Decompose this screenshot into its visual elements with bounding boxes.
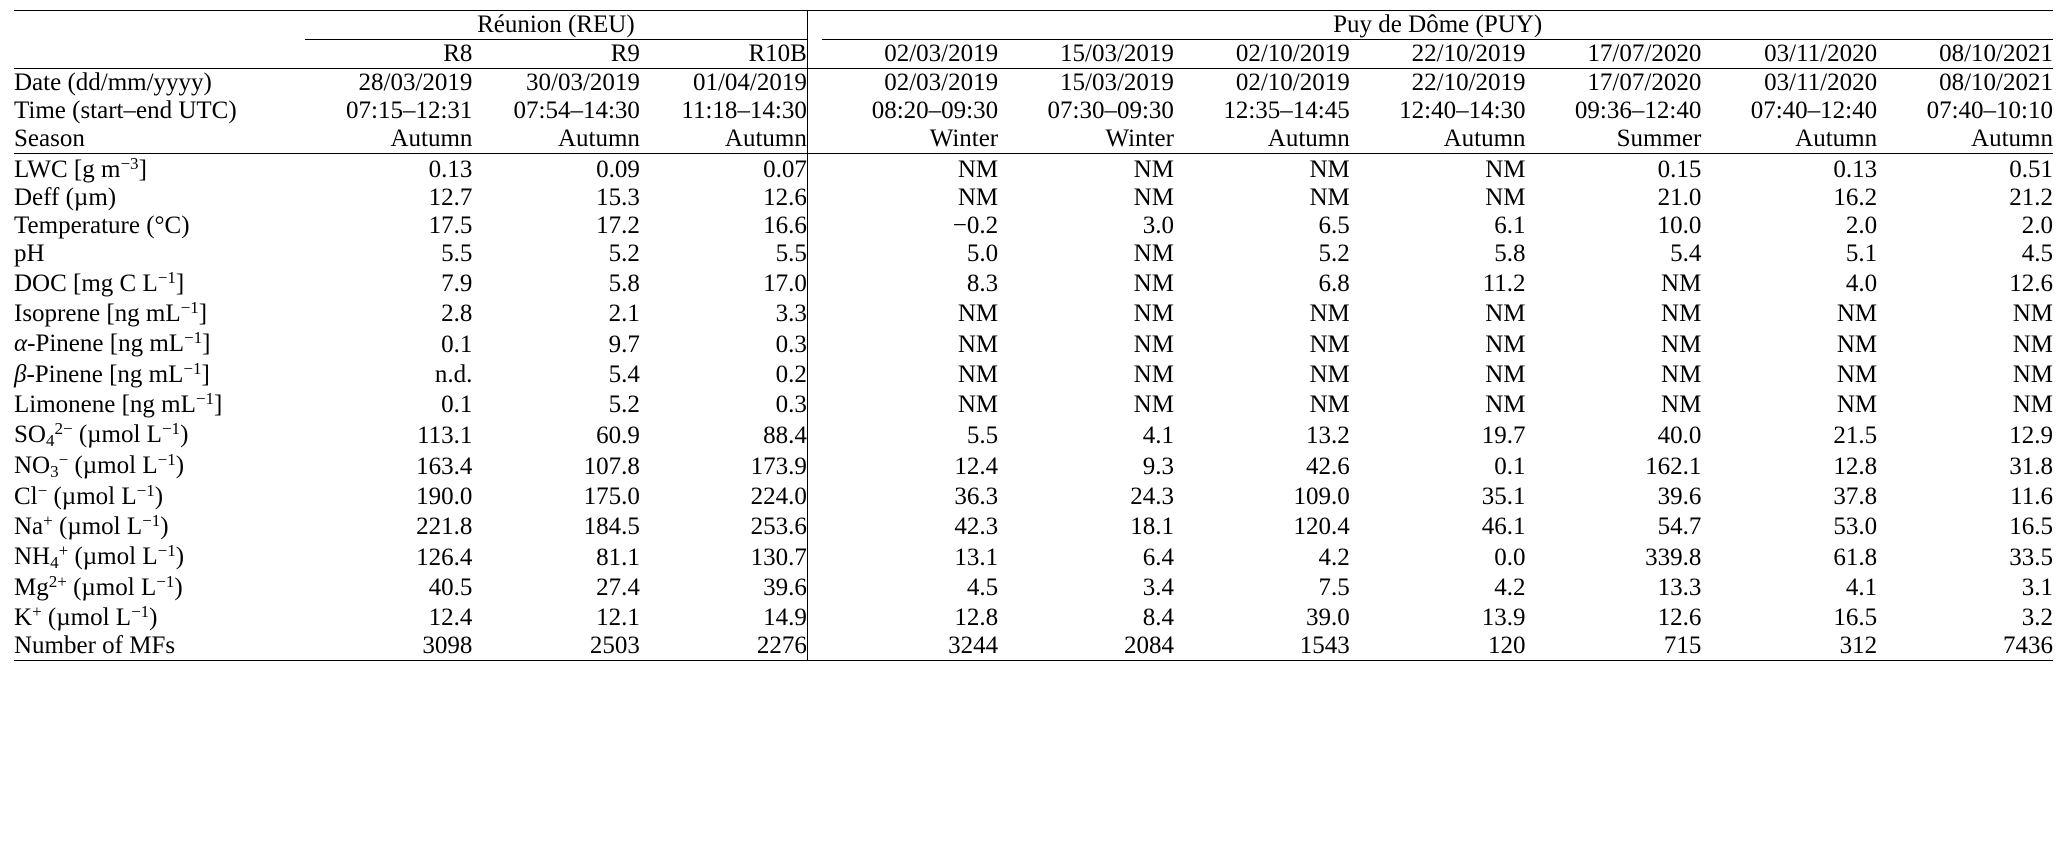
table-cell: 31.8 xyxy=(2009,452,2053,480)
table-cell: 6.1 xyxy=(1494,212,1526,240)
table-cell: 2276 xyxy=(640,632,807,661)
table-cell: NM xyxy=(2012,330,2053,358)
table-cell: NM xyxy=(1133,300,1174,328)
table-cell: 17/07/2020 xyxy=(1526,69,1702,98)
table-cell: NM xyxy=(1485,300,1526,328)
table-cell: 5.4 xyxy=(1670,240,1702,268)
table-cell: 21.0 xyxy=(1657,184,1702,212)
table-row xyxy=(14,298,2053,328)
corner-cell xyxy=(14,11,305,40)
table-cell: 5.2 xyxy=(1318,240,1350,268)
table-cell: 42.6 xyxy=(1305,452,1350,480)
column-divider xyxy=(807,154,822,185)
data-row-6-label: α-Pinene [ng $mL^{-1}$] xyxy=(14,328,211,358)
table-cell: 3.4 xyxy=(1142,574,1174,602)
table-cell: 8.4 xyxy=(1142,604,1174,632)
table-cell: 30/03/2019 xyxy=(472,69,640,98)
table-cell: 53.0 xyxy=(1833,513,1878,541)
table-row xyxy=(14,481,2053,511)
table-row xyxy=(14,572,2053,602)
table-cell: 4.1 xyxy=(1142,421,1174,449)
table-row xyxy=(14,541,2053,572)
column-header-4: 02/03/2019 xyxy=(884,40,999,67)
table-cell: NM xyxy=(2012,390,2053,418)
table-cell: 0.13 xyxy=(305,154,473,185)
group-header-row xyxy=(14,11,2053,40)
table-cell: 33.5 xyxy=(2009,544,2053,572)
table-cell: NM xyxy=(1133,360,1174,388)
table-cell: 13.1 xyxy=(954,544,999,572)
table-cell: 253.6 xyxy=(750,513,807,541)
column-divider xyxy=(807,328,822,358)
table-cell: NM xyxy=(957,300,999,328)
column-divider xyxy=(807,40,822,69)
table-row xyxy=(14,154,2053,185)
data-row-1-label: Deff (µm) xyxy=(14,184,117,212)
table-cell: 0.2 xyxy=(775,360,807,388)
table-cell: 39.0 xyxy=(1305,604,1350,632)
column-header-row xyxy=(14,40,2053,69)
data-row-5-label: Isoprene [ng $mL^{-1}$] xyxy=(14,298,208,328)
column-header-5: 15/03/2019 xyxy=(1060,40,1174,67)
table-cell: 173.9 xyxy=(750,452,807,480)
table-cell: NM xyxy=(1661,300,1702,328)
table-cell: 54.7 xyxy=(1657,513,1702,541)
table-cell: 4.2 xyxy=(1318,544,1350,572)
table-cell: NM xyxy=(1133,184,1174,212)
measurements-table xyxy=(14,10,2053,661)
table-cell: 5.0 xyxy=(966,240,999,268)
table-cell: NM xyxy=(998,154,1174,185)
table-cell: NM xyxy=(1133,270,1174,298)
table-cell: NM xyxy=(1661,390,1702,418)
table-cell: 09:36–12:40 xyxy=(1574,97,1702,124)
column-divider xyxy=(807,511,822,541)
table-cell: NM xyxy=(1836,330,1878,358)
table-cell: 27.4 xyxy=(596,574,640,602)
table-cell: NM xyxy=(1309,390,1350,418)
table-cell: 1543 xyxy=(1174,632,1350,661)
table-cell: NM xyxy=(1836,390,1878,418)
table-row xyxy=(14,212,2053,240)
table-cell: 0.3 xyxy=(775,330,807,358)
table-cell: Autumn xyxy=(1971,125,2053,152)
table-cell: 12.6 xyxy=(1657,604,1702,632)
table-cell: 12.7 xyxy=(428,184,473,212)
table-cell: 4.5 xyxy=(2021,240,2053,268)
table-cell: NM xyxy=(1836,300,1878,328)
table-cell: 12.8 xyxy=(1833,452,1878,480)
table-cell: 5.8 xyxy=(608,270,640,298)
table-cell: 6.4 xyxy=(1142,544,1174,572)
table-cell: 0.1 xyxy=(441,330,473,358)
table-cell: 4.5 xyxy=(966,574,999,602)
table-cell: NM xyxy=(1309,330,1350,358)
column-header-blank xyxy=(14,40,305,69)
table-cell: 9.3 xyxy=(1142,452,1174,480)
column-divider xyxy=(807,450,822,481)
table-cell: NM xyxy=(957,184,999,212)
table-cell: 3.2 xyxy=(2021,604,2053,632)
table-cell: NM xyxy=(1485,330,1526,358)
data-row-10-label: $NO_3^-$ (µmol $L^{-1}$) xyxy=(14,449,185,481)
table-cell: 4.2 xyxy=(1494,574,1526,602)
table-cell: 07:30–09:30 xyxy=(1047,97,1174,124)
table-cell: 88.4 xyxy=(763,421,807,449)
table-row xyxy=(14,389,2053,419)
table-cell: Winter xyxy=(929,125,999,152)
table-row xyxy=(14,632,2053,661)
table-cell: 07:40–10:10 xyxy=(1926,97,2053,124)
table-row xyxy=(14,419,2053,450)
table-cell: 312 xyxy=(1701,632,1877,661)
table-cell: NM xyxy=(957,330,999,358)
table-cell: 16.6 xyxy=(763,212,807,240)
table-cell: 109.0 xyxy=(1293,482,1350,510)
table-cell: 2503 xyxy=(472,632,640,661)
table-cell: NM xyxy=(1485,184,1526,212)
table-row xyxy=(14,328,2053,358)
table-cell: NM xyxy=(1661,270,1702,298)
table-cell: 7.5 xyxy=(1318,574,1350,602)
table-cell: 39.6 xyxy=(1657,482,1702,510)
table-cell: 46.1 xyxy=(1481,513,1526,541)
table-cell: 0.0 xyxy=(1494,544,1526,572)
table-cell: 6.8 xyxy=(1318,270,1350,298)
table-cell: 4.1 xyxy=(1845,574,1878,602)
table-cell: NM xyxy=(2012,360,2053,388)
table-cell: 221.8 xyxy=(416,513,473,541)
table-cell: NM xyxy=(1133,390,1174,418)
table-cell: 15/03/2019 xyxy=(998,69,1174,98)
table-cell: 5.5 xyxy=(441,240,473,268)
table-cell: n.d. xyxy=(434,360,473,388)
table-cell: 10.0 xyxy=(1657,212,1702,240)
table-cell: 126.4 xyxy=(416,544,473,572)
table-cell: Autumn xyxy=(1795,125,1878,152)
table-cell: 6.5 xyxy=(1318,212,1350,240)
column-header-1: R8 xyxy=(443,40,473,67)
column-divider xyxy=(807,481,822,511)
table-cell: 01/04/2019 xyxy=(640,69,807,98)
table-cell: 14.9 xyxy=(763,604,807,632)
meta-row-1-label: Time (start–end UTC) xyxy=(14,97,237,124)
table-cell: 3.3 xyxy=(775,300,807,328)
table-row xyxy=(14,359,2053,389)
table-cell: 61.8 xyxy=(1833,544,1878,572)
column-divider xyxy=(807,298,822,328)
column-header-3: R10B xyxy=(748,40,807,67)
table-cell: 08/10/2021 xyxy=(1877,69,2053,98)
table-cell: 0.1 xyxy=(441,390,473,418)
table-cell: NM xyxy=(1174,154,1350,185)
table-cell: 17.2 xyxy=(596,212,640,240)
column-divider xyxy=(807,212,822,240)
table-cell: Autumn xyxy=(724,125,807,152)
table-cell: 21.5 xyxy=(1833,421,1878,449)
data-row-4-label: DOC [mg C $L^{-1}$] xyxy=(14,268,185,298)
table-cell: 5.2 xyxy=(608,390,640,418)
column-divider xyxy=(807,184,822,212)
table-cell: 120 xyxy=(1350,632,1526,661)
meta-row-0-label: Date (dd/mm/yyyy) xyxy=(14,69,305,98)
table-cell: 5.8 xyxy=(1494,240,1526,268)
table-cell: NM xyxy=(822,154,998,185)
table-cell: 2.8 xyxy=(441,300,473,328)
table-cell: 16.5 xyxy=(2009,513,2053,541)
table-cell: 0.09 xyxy=(472,154,640,185)
table-cell: 37.8 xyxy=(1833,482,1878,510)
table-cell: 12.8 xyxy=(954,604,999,632)
table-cell: 339.8 xyxy=(1645,544,1702,572)
table-cell: 120.4 xyxy=(1293,513,1350,541)
table-row xyxy=(14,602,2053,632)
table-cell: 21.2 xyxy=(2009,184,2053,212)
table-cell: 130.7 xyxy=(750,544,807,572)
column-divider xyxy=(807,632,822,661)
table-cell: 39.6 xyxy=(763,574,807,602)
table-cell: Autumn xyxy=(390,125,473,152)
table-cell: 40.0 xyxy=(1657,421,1702,449)
table-cell: 12.9 xyxy=(2009,421,2053,449)
table-cell: 3.1 xyxy=(2021,574,2053,602)
table-cell: 5.5 xyxy=(775,240,807,268)
table-cell: NM xyxy=(2012,300,2053,328)
table-cell: 16.2 xyxy=(1833,184,1878,212)
table-cell: 2084 xyxy=(998,632,1174,661)
table-cell: 7.9 xyxy=(441,270,473,298)
table-cell: 0.15 xyxy=(1526,154,1702,185)
table-cell: 15.3 xyxy=(596,184,640,212)
table-cell: 3098 xyxy=(305,632,473,661)
table-cell: 12:40–14:30 xyxy=(1399,97,1526,124)
table-cell: 17.5 xyxy=(428,212,473,240)
column-divider xyxy=(807,419,822,450)
table-cell: 224.0 xyxy=(750,482,807,510)
column-divider xyxy=(807,389,822,419)
table-cell: NM xyxy=(1309,360,1350,388)
column-divider xyxy=(807,125,822,154)
data-row-16-label: Number of MFs xyxy=(14,632,305,661)
table-row xyxy=(14,268,2053,298)
table-cell: 17.0 xyxy=(763,270,807,298)
table-cell: 175.0 xyxy=(583,482,640,510)
table-cell: NM xyxy=(1661,330,1702,358)
column-divider xyxy=(807,541,822,572)
column-divider xyxy=(807,69,822,98)
table-cell: 5.4 xyxy=(608,360,640,388)
table-cell: 11.6 xyxy=(2010,482,2053,510)
table-cell: 12:35–14:45 xyxy=(1223,97,1350,124)
column-divider xyxy=(807,11,822,40)
meta-row-2-label: Season xyxy=(14,125,85,152)
group-header-reunion: Réunion (REU) xyxy=(305,11,807,40)
table-cell: 3.0 xyxy=(1142,212,1174,240)
table-cell: 24.3 xyxy=(1130,482,1174,510)
table-cell: 5.5 xyxy=(966,421,999,449)
table-row xyxy=(14,184,2053,212)
table-cell: 9.7 xyxy=(608,330,640,358)
table-cell: NM xyxy=(957,390,999,418)
table-cell: 2.0 xyxy=(2021,212,2053,240)
column-divider xyxy=(807,268,822,298)
table-row xyxy=(14,125,2053,154)
table-cell: 13.9 xyxy=(1481,604,1526,632)
table-cell: NM xyxy=(1836,360,1878,388)
table-cell: 162.1 xyxy=(1645,452,1702,480)
table-cell: 42.3 xyxy=(954,513,999,541)
table-cell: 2.0 xyxy=(1845,212,1878,240)
table-cell: 35.1 xyxy=(1481,482,1526,510)
table-cell: 81.1 xyxy=(596,544,640,572)
table-cell: 02/03/2019 xyxy=(822,69,998,98)
table-cell: 28/03/2019 xyxy=(305,69,473,98)
table-cell: NM xyxy=(1309,184,1350,212)
table-cell: 40.5 xyxy=(428,574,473,602)
table-cell: 12.6 xyxy=(2009,270,2053,298)
column-header-7: 22/10/2019 xyxy=(1411,40,1526,67)
data-row-11-label: Cl− (µmol $L^{-1}$) xyxy=(14,480,164,510)
data-row-14-label: $Mg^{2+}$ (µmol $L^{-1}$) xyxy=(14,572,183,602)
table-cell: 5.2 xyxy=(608,240,640,268)
column-header-10: 08/10/2021 xyxy=(1939,40,2053,67)
table-row xyxy=(14,450,2053,481)
column-divider xyxy=(807,359,822,389)
table-cell: 12.6 xyxy=(763,184,807,212)
table-row xyxy=(14,511,2053,541)
data-row-8-label: Limonene [ng $mL^{-1}$] xyxy=(14,388,223,418)
table-cell: 190.0 xyxy=(416,482,473,510)
table-cell: 8.3 xyxy=(966,270,999,298)
table-cell: Autumn xyxy=(1267,125,1350,152)
table-cell: −0.2 xyxy=(952,212,999,240)
table-cell: NM xyxy=(1309,300,1350,328)
column-divider xyxy=(807,572,822,602)
table-cell: Summer xyxy=(1616,125,1702,152)
table-cell: 0.51 xyxy=(1877,154,2053,185)
table-cell: 0.13 xyxy=(1701,154,1877,185)
table-cell: 715 xyxy=(1526,632,1702,661)
table-cell: Autumn xyxy=(557,125,640,152)
table-cell: 0.07 xyxy=(640,154,807,185)
table-cell: 16.5 xyxy=(1833,604,1878,632)
table-cell: 07:54–14:30 xyxy=(513,97,640,124)
column-header-8: 17/07/2020 xyxy=(1587,40,1702,67)
table-row xyxy=(14,69,2053,98)
table-cell: 0.3 xyxy=(775,390,807,418)
table-cell: 12.4 xyxy=(428,604,473,632)
table-cell: 12.1 xyxy=(596,604,640,632)
table-cell: 02/10/2019 xyxy=(1174,69,1350,98)
table-cell: 07:40–12:40 xyxy=(1750,97,1878,124)
table-cell: 19.7 xyxy=(1481,421,1526,449)
table-cell: 36.3 xyxy=(954,482,999,510)
table-cell: NM xyxy=(1350,154,1526,185)
group-header-puy-de-dome: Puy de Dôme (PUY) xyxy=(822,11,2053,40)
column-divider xyxy=(807,240,822,268)
table-cell: 60.9 xyxy=(596,421,640,449)
table-cell: 03/11/2020 xyxy=(1701,69,1877,98)
table-cell: 11:18–14:30 xyxy=(681,97,807,124)
table-cell: 22/10/2019 xyxy=(1350,69,1526,98)
table-cell: Winter xyxy=(1105,125,1174,152)
table-cell: NM xyxy=(1485,360,1526,388)
data-row-0-label: LWC [g $m^{-3}$] xyxy=(14,154,305,185)
table-cell: 2.1 xyxy=(608,300,640,328)
table-cell: NM xyxy=(1133,240,1174,268)
table-cell: 5.1 xyxy=(1845,240,1878,268)
table-cell: 13.2 xyxy=(1305,421,1350,449)
table-cell: 11.2 xyxy=(1482,270,1526,298)
table-cell: 18.1 xyxy=(1130,513,1174,541)
table-cell: 7436 xyxy=(1877,632,2053,661)
table-cell: 0.1 xyxy=(1494,452,1526,480)
column-header-6: 02/10/2019 xyxy=(1235,40,1350,67)
column-header-2: R9 xyxy=(610,40,640,67)
data-row-12-label: Na+ (µmol $L^{-1}$) xyxy=(14,510,169,541)
table-cell: 13.3 xyxy=(1657,574,1702,602)
table-cell: 12.4 xyxy=(954,452,999,480)
data-row-15-label: K+ (µmol $L^{-1}$) xyxy=(14,602,158,632)
data-row-2-label: Temperature (°C) xyxy=(14,212,190,240)
table-cell: 163.4 xyxy=(416,452,473,480)
table-cell: Autumn xyxy=(1443,125,1526,152)
table-cell: 107.8 xyxy=(583,452,640,480)
data-row-9-label: $SO_4^{2-}$ (µmol $L^{-1}$) xyxy=(14,418,189,450)
table-cell: 08:20–09:30 xyxy=(871,97,999,124)
table-cell: 3244 xyxy=(822,632,998,661)
table-cell: 07:15–12:31 xyxy=(346,97,473,124)
table-row xyxy=(14,97,2053,125)
table-cell: NM xyxy=(1133,330,1174,358)
table-cell: 113.1 xyxy=(417,421,473,449)
table-row xyxy=(14,240,2053,268)
column-header-9: 03/11/2020 xyxy=(1764,40,1878,67)
table-cell: 184.5 xyxy=(583,513,640,541)
data-row-13-label: $NH_4^+$ (µmol $L^{-1}$) xyxy=(14,541,185,572)
column-divider xyxy=(807,602,822,632)
table-cell: NM xyxy=(1661,360,1702,388)
data-row-3-label: pH xyxy=(14,240,45,268)
data-row-7-label: β-Pinene [ng $mL^{-1}$] xyxy=(14,358,210,388)
column-divider xyxy=(807,97,822,125)
table-cell: NM xyxy=(957,360,999,388)
table-cell: 4.0 xyxy=(1845,270,1878,298)
table-body xyxy=(14,11,2053,661)
table-cell: NM xyxy=(1485,390,1526,418)
